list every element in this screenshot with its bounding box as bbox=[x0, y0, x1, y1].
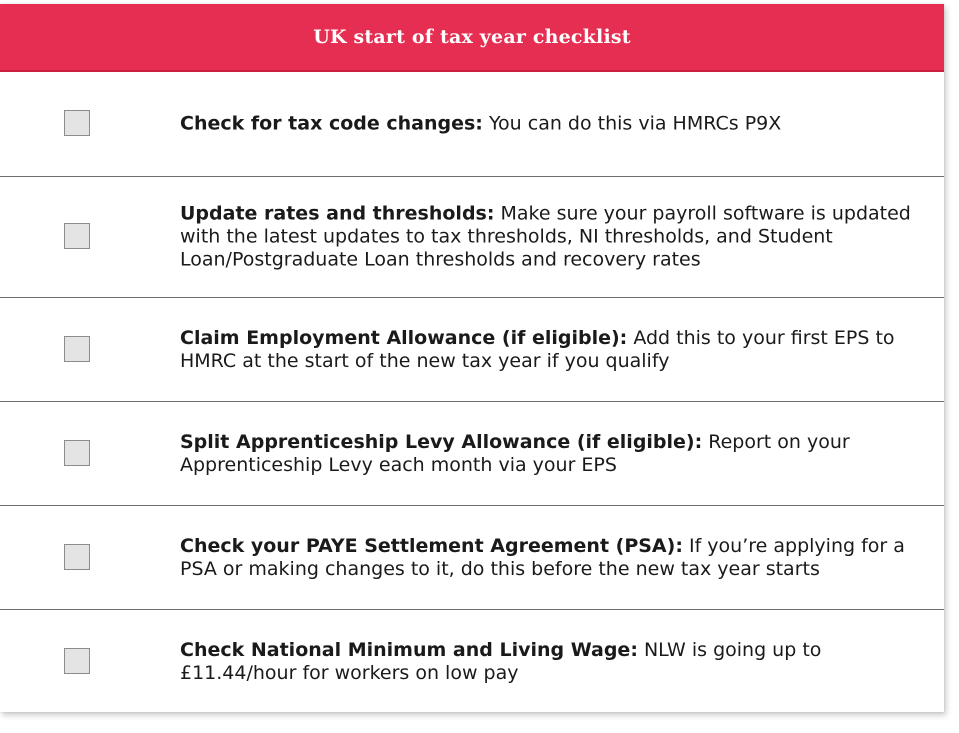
checklist-item-rates-thresholds bbox=[0, 177, 944, 298]
checklist-item-text bbox=[180, 327, 920, 373]
checklist-rows bbox=[0, 72, 944, 714]
checklist-item-text bbox=[180, 535, 920, 581]
checklist-header bbox=[0, 4, 944, 72]
checklist-item-description: Make sure your payroll software is updated with the latest updates to tax thresholds, NI thresholds, and Student Loan/Postgraduate Loan thresholds and recovery rates bbox=[180, 202, 911, 271]
checklist-item-minimum-wage bbox=[0, 610, 944, 714]
checklist-item-description: NLW is going up to £11.44/hour for workers on low pay bbox=[180, 639, 822, 684]
checklist-item-tax-code bbox=[0, 72, 944, 177]
checklist-item-label: Check National Minimum and Living Wage: bbox=[180, 639, 638, 661]
checklist-item-label: Claim Employment Allowance (if eligible): bbox=[180, 326, 628, 349]
checklist-item-description: If you’re applying for a PSA or making changes to it, do this before the new tax year starts bbox=[180, 534, 905, 580]
checklist-item-text bbox=[180, 203, 920, 272]
checklist-item-text bbox=[180, 431, 920, 477]
checkbox[interactable] bbox=[64, 544, 90, 570]
checkbox[interactable] bbox=[64, 440, 90, 466]
page-title: UK start of tax year checklist bbox=[313, 26, 631, 48]
checklist-item-text bbox=[180, 113, 920, 136]
checklist-item-label: Update rates and thresholds: bbox=[180, 202, 495, 225]
checkbox[interactable] bbox=[64, 648, 90, 674]
checkbox[interactable] bbox=[64, 336, 90, 362]
checklist-item-employment-allowance bbox=[0, 298, 944, 402]
checkbox[interactable] bbox=[64, 110, 90, 136]
checklist-item-description: Report on your Apprenticeship Levy each month via your EPS bbox=[180, 430, 850, 476]
checklist-item-label: Split Apprenticeship Levy Allowance (if eligible): bbox=[180, 430, 703, 453]
checklist-item-apprenticeship-levy bbox=[0, 402, 944, 506]
checklist-card bbox=[0, 4, 944, 712]
checklist-item-label: Check your PAYE Settlement Agreement (PSA): bbox=[180, 534, 683, 557]
checklist-item-description: Add this to your first EPS to HMRC at the start of the new tax year if you qualify bbox=[180, 326, 895, 372]
checklist-item-description: You can do this via HMRCs P9X bbox=[488, 112, 782, 135]
checklist-item-psa bbox=[0, 506, 944, 610]
checklist-item-label: Check for tax code changes: bbox=[180, 112, 483, 135]
checklist-item-text bbox=[180, 639, 920, 685]
checkbox[interactable] bbox=[64, 223, 90, 249]
